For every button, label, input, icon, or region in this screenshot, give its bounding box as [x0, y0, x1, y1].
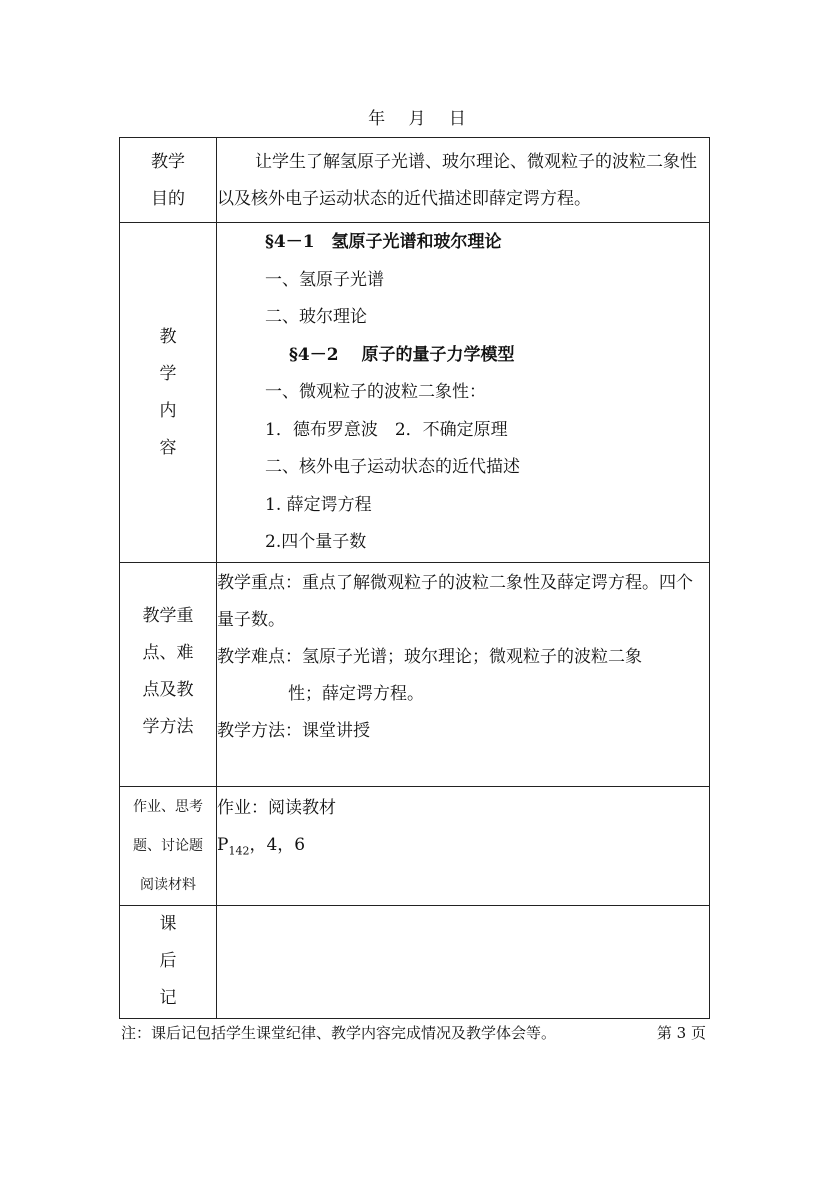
page-subscript: 142 [228, 844, 250, 858]
content-item: 1. 薛定谔方程 [265, 494, 372, 515]
difficult-point-text: 教学难点：氢原子光谱；玻尔理论；微观粒子的波粒二象 [217, 647, 642, 667]
day-label: 日 [448, 109, 466, 129]
homework-label [120, 787, 217, 906]
content-label-line: 教 [159, 326, 177, 347]
objective-label [120, 138, 217, 223]
objective-label-line: 教学 [151, 152, 185, 172]
after-class-row [120, 906, 710, 1019]
footer-note: 注：课后记包括学生课堂纪律、教学内容完成情况及教学体会等。 [121, 1024, 557, 1042]
footer [121, 1022, 706, 1043]
content-label-line: 学 [159, 363, 177, 384]
key-points-row [120, 563, 710, 787]
objective-label-line: 目的 [151, 189, 185, 209]
difficult-point-text-cont: 性；薛定谔方程。 [288, 684, 424, 704]
lesson-plan-table [119, 137, 710, 1019]
page-number: 第 3 页 [656, 1024, 706, 1042]
after-class-label-line: 课 [159, 914, 177, 934]
homework-label-line: 阅读材料 [140, 877, 196, 893]
after-class-cell [217, 906, 710, 1019]
content-cell [217, 223, 710, 563]
homework-label-line: 作业、思考 [133, 799, 203, 815]
homework-pages [217, 827, 709, 869]
key-points-label-line: 点及教 [142, 679, 194, 700]
page-prefix: P [217, 835, 229, 855]
content-item: 一、微观粒子的波粒二象性： [265, 382, 486, 402]
objective-text: 让学生了解氢原子光谱、玻尔理论、微观粒子的波粒二象性以及核外电子运动状态的近代描述即薛定谔方程。 [217, 152, 697, 209]
month-label: 月 [408, 109, 426, 129]
key-points-label-line: 学方法 [142, 716, 194, 737]
content-item: 一、氢原子光谱 [265, 269, 384, 290]
content-row [120, 223, 710, 563]
after-class-label [120, 906, 217, 1019]
section-heading: §4－2 原子的量子力学模型 [289, 344, 515, 365]
key-points-cell [217, 563, 710, 787]
homework-row [120, 787, 710, 906]
content-label-line: 容 [159, 437, 177, 458]
date-line [0, 104, 834, 129]
page-numbers: ，4，6 [249, 835, 306, 855]
objective-row [120, 138, 710, 223]
teaching-method-text: 教学方法：课堂讲授 [217, 721, 370, 741]
homework-text: 作业：阅读教材 [217, 798, 336, 818]
content-item: 1．德布罗意波 2．不确定原理 [265, 419, 508, 440]
content-item: 二、玻尔理论 [265, 307, 367, 327]
year-label: 年 [368, 109, 386, 129]
objective-cell [217, 138, 710, 223]
content-item: 2.四个量子数 [265, 532, 367, 552]
key-point-text: 教学重点：重点了解微观粒子的波粒二象性及薛定谔方程。四个量子数。 [217, 573, 693, 630]
homework-cell [217, 787, 710, 906]
content-label [120, 223, 217, 563]
key-points-label-line: 教学重 [142, 605, 194, 626]
content-item: 二、核外电子运动状态的近代描述 [265, 457, 520, 477]
key-points-label-line: 点、难 [142, 642, 194, 663]
key-points-label [120, 563, 217, 787]
homework-label-line: 题、讨论题 [133, 838, 203, 854]
after-class-label-line: 记 [159, 988, 177, 1008]
content-label-line: 内 [159, 400, 177, 421]
after-class-label-line: 后 [159, 951, 177, 971]
section-heading: §4－1 氢原子光谱和玻尔理论 [265, 232, 502, 252]
